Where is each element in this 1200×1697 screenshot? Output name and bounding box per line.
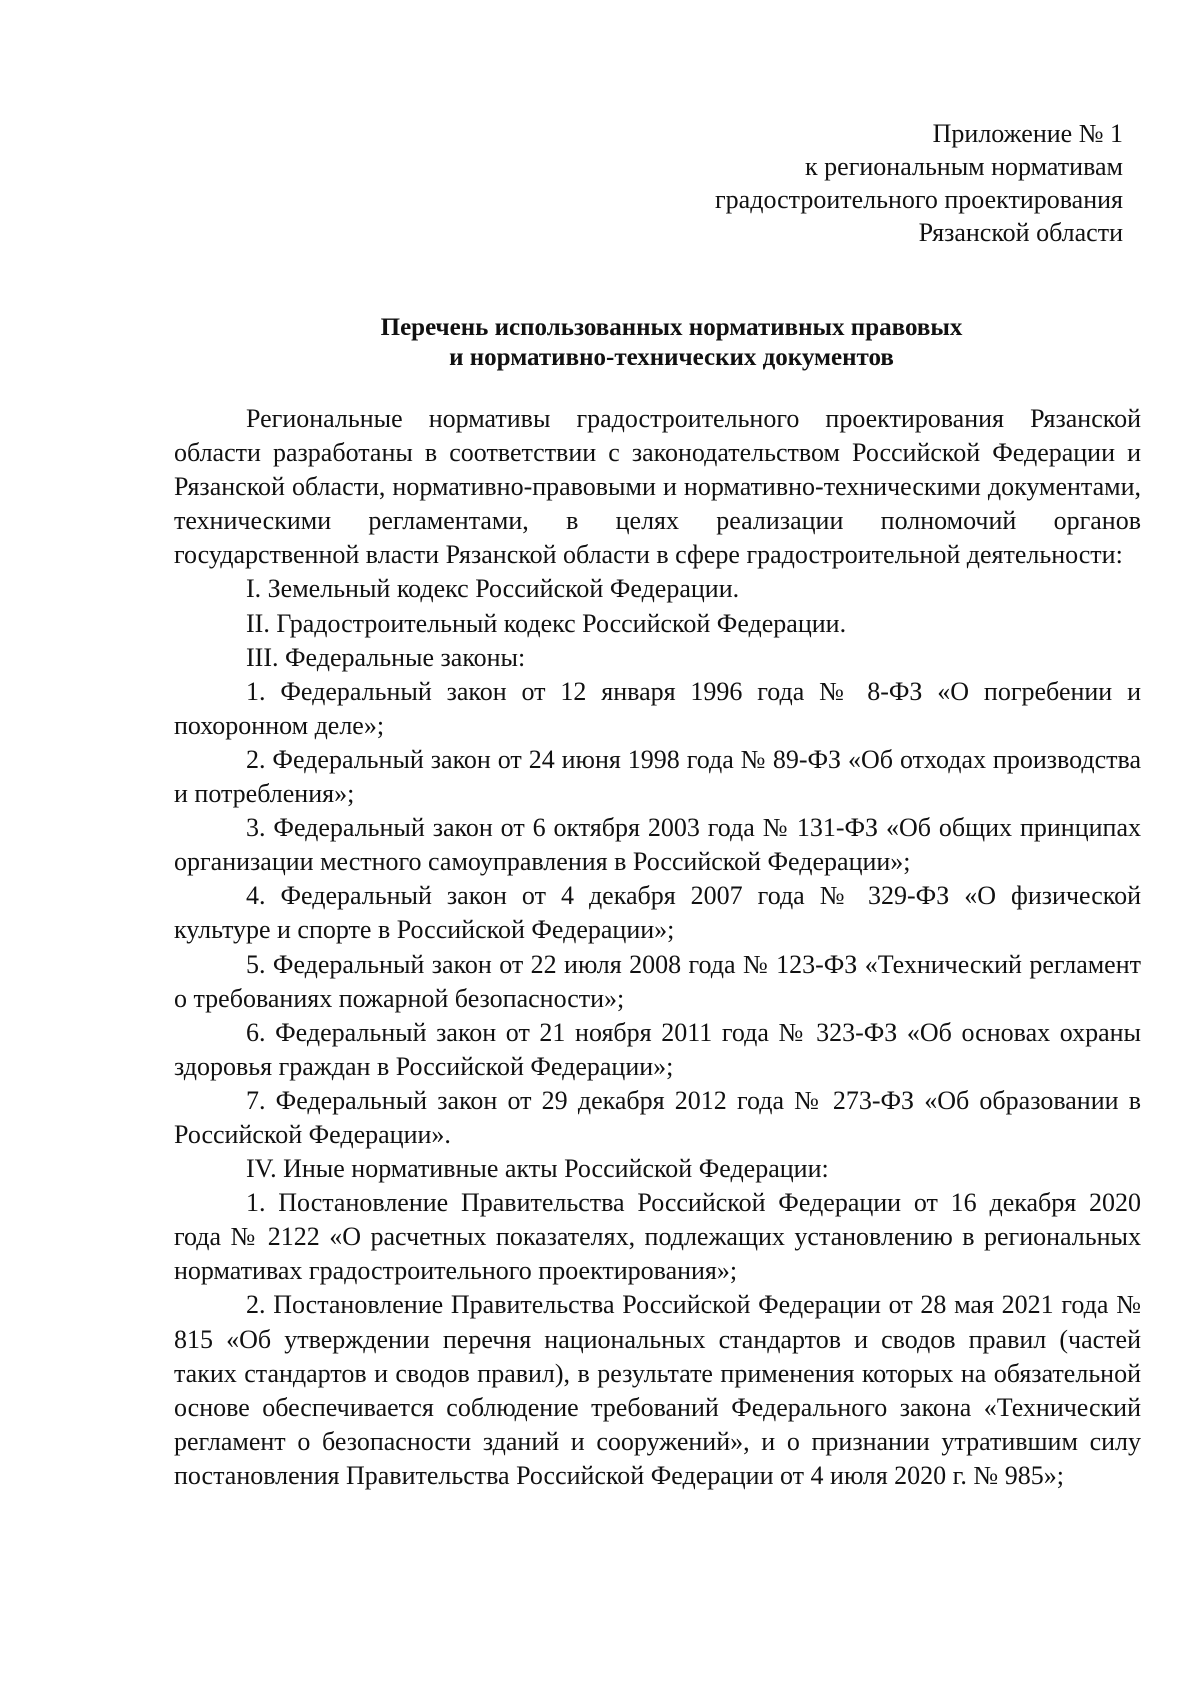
appendix-ref-line-2: градостроительного проектирования bbox=[715, 185, 1123, 214]
federal-law-item: 5. Федеральный закон от 22 июля 2008 года № 123-ФЗ «Технический регламент о требованиях пожарной безопасности»; bbox=[174, 949, 1141, 1013]
section-other-acts: IV. Иные нормативные акты Российской Федерации: bbox=[246, 1154, 829, 1184]
title-line-2: и нормативно-технических документов bbox=[449, 344, 894, 371]
federal-law-item: 4. Федеральный закон от 4 декабря 2007 года № 329-ФЗ «О физической культуре и спорте в Российской Федерации»; bbox=[174, 881, 1141, 945]
appendix-ref-line-1: к региональным нормативам bbox=[805, 152, 1123, 181]
section-land-code: I. Земельный кодекс Российской Федерации. bbox=[246, 574, 740, 604]
appendix-ref-line-3: Рязанской области bbox=[918, 218, 1123, 247]
federal-law-item: 6. Федеральный закон от 21 ноября 2011 года № 323-ФЗ «Об основах охраны здоровья граждан в Российской Федерации»; bbox=[174, 1017, 1141, 1081]
federal-law-item: 3. Федеральный закон от 6 октября 2003 года № 131-ФЗ «Об общих принципах организации местного самоуправления в Российской Федерации»; bbox=[174, 813, 1141, 877]
section-urban-code: II. Градостроительный кодекс Российской Федерации. bbox=[246, 608, 847, 638]
document-title bbox=[174, 313, 1169, 373]
title-line-1: Перечень использованных нормативных правовых bbox=[380, 314, 963, 341]
section-federal-laws: III. Федеральные законы: bbox=[246, 642, 526, 672]
document-body bbox=[174, 402, 1141, 1493]
federal-law-item: 1. Федеральный закон от 12 января 1996 года № 8-ФЗ «О погребении и похоронном деле»; bbox=[174, 676, 1141, 740]
appendix-header bbox=[715, 117, 1123, 249]
intro-paragraph: Региональные нормативы градостроительного проектирования Рязанской области разработаны в соответствии с законодательством Российской Федерации и Рязанской области, нормативно-правовыми и нормативно-техническими документами, техническими регламентами, в целях реализации полномочий органов государственной власти Рязанской области в сфере градостроительной деятельности: bbox=[174, 404, 1141, 570]
other-act-item: 1. Постановление Правительства Российской Федерации от 16 декабря 2020 года № 2122 «О расчетных показателях, подлежащих установлению в региональных нормативах градостроительного проектирования»; bbox=[174, 1188, 1141, 1286]
other-act-item: 2. Постановление Правительства Российской Федерации от 28 мая 2021 года № 815 «Об утверждении перечня национальных стандартов и сводов правил (частей таких стандартов и сводов правил), в результате применения которых на обязательной основе обеспечивается соблюдение требований Федерального закона «Технический регламент о безопасности зданий и сооружений», и о признании утратившим силу постановления Правительства Российской Федерации от 4 июля 2020 г. № 985»; bbox=[174, 1290, 1141, 1490]
federal-law-item: 7. Федеральный закон от 29 декабря 2012 года № 273-ФЗ «Об образовании в Российской Федерации». bbox=[174, 1085, 1141, 1149]
appendix-number: Приложение № 1 bbox=[932, 119, 1123, 148]
federal-law-item: 2. Федеральный закон от 24 июня 1998 года № 89-ФЗ «Об отходах производства и потребления»; bbox=[174, 744, 1141, 809]
